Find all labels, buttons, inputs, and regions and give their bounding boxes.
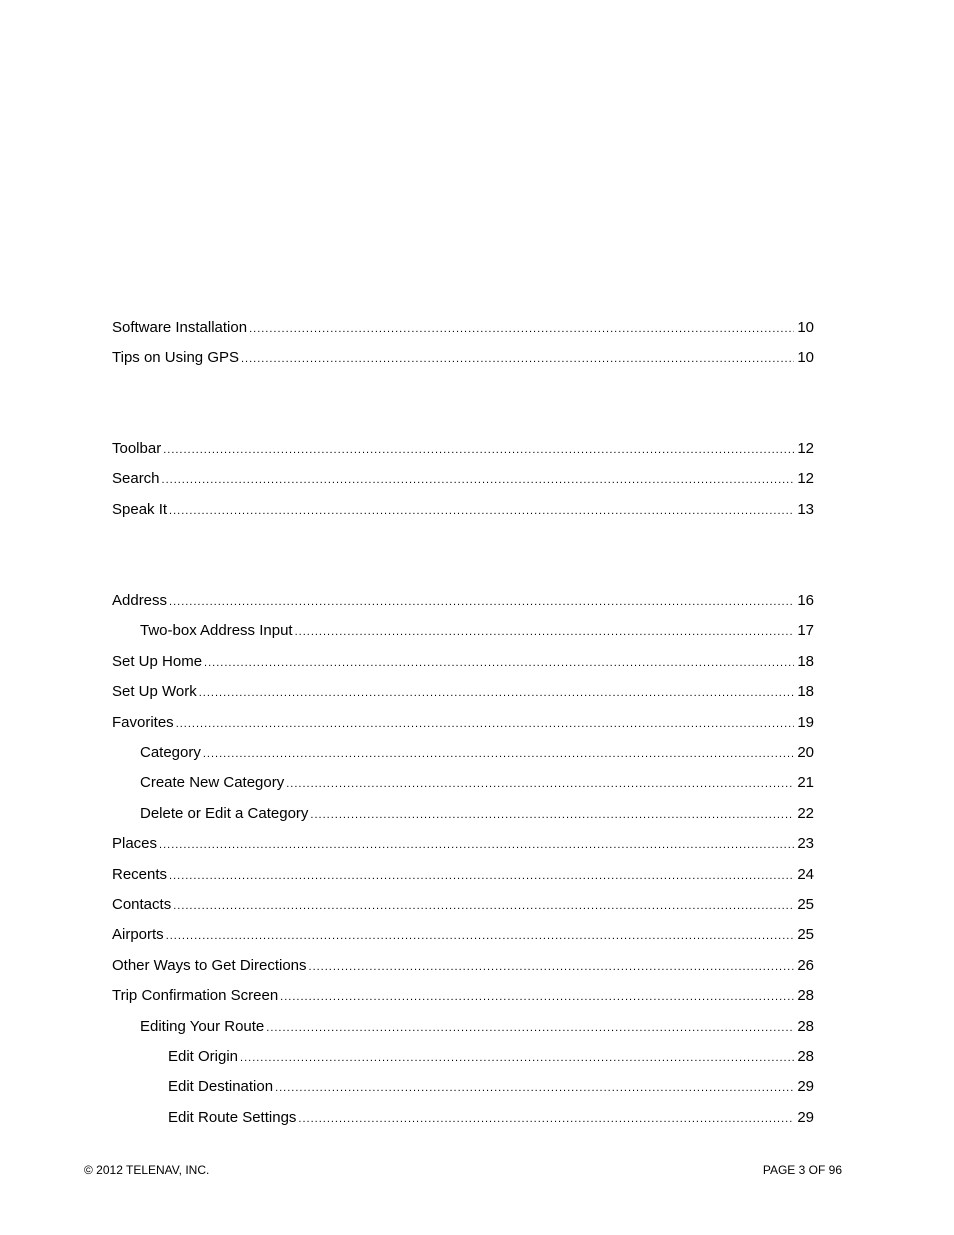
toc-entry-page: 19 (797, 714, 814, 731)
dot-leader (266, 1019, 794, 1036)
dot-leader (240, 1049, 794, 1066)
toc-entry[interactable] (112, 349, 814, 367)
toc-entry-page: 12 (797, 440, 814, 457)
toc-entry[interactable] (168, 1078, 814, 1096)
toc-entry-page: 16 (797, 592, 814, 609)
toc-entry-page: 28 (797, 1018, 814, 1035)
toc-entry[interactable] (112, 896, 814, 914)
toc-entry[interactable] (140, 805, 814, 823)
dot-leader (162, 471, 795, 488)
dot-leader (310, 806, 794, 823)
dot-leader (241, 350, 794, 367)
toc-entry-title: Favorites (112, 714, 174, 731)
toc-entry-title: Speak It (112, 501, 168, 518)
toc-entry-page: 29 (797, 1109, 814, 1126)
dot-leader (286, 775, 794, 792)
toc-entry-page: 20 (797, 744, 814, 761)
toc-entry-title: Software Installation (112, 319, 248, 336)
dot-leader (166, 927, 795, 944)
dot-leader (169, 867, 794, 884)
toc-entry[interactable] (140, 622, 814, 640)
dot-leader (275, 1079, 794, 1096)
toc-entry-page: 25 (797, 926, 814, 943)
toc-entry[interactable] (112, 987, 814, 1005)
toc-entry-title: Contacts (112, 896, 172, 913)
dot-leader (203, 745, 794, 762)
toc-entry-title: Edit Route Settings (168, 1109, 297, 1126)
dot-leader (163, 441, 794, 458)
toc-entry[interactable] (112, 866, 814, 884)
dot-leader (295, 623, 795, 640)
toc-entry-page: 22 (797, 805, 814, 822)
toc-entry-title: Two-box Address Input (140, 622, 293, 639)
toc-entry-page: 24 (797, 866, 814, 883)
toc-entry-page: 29 (797, 1078, 814, 1095)
footer-copyright: © 2012 TELENAV, INC. (84, 1163, 210, 1177)
toc-entry-page: 26 (797, 957, 814, 974)
toc-entry-page: 25 (797, 896, 814, 913)
toc-entry-title: Tips on Using GPS (112, 349, 239, 366)
toc-entry-page: 21 (797, 774, 814, 791)
dot-leader (169, 593, 794, 610)
dot-leader (249, 320, 794, 337)
toc-entry-title: Editing Your Route (140, 1018, 265, 1035)
dot-leader (204, 654, 794, 671)
toc-entry-page: 18 (797, 653, 814, 670)
toc-entry-title: Other Ways to Get Directions (112, 957, 307, 974)
toc-entry[interactable] (112, 683, 814, 701)
toc-entry-title: Category (140, 744, 201, 761)
toc-entry-title: Recents (112, 866, 168, 883)
toc-entry[interactable] (168, 1048, 814, 1066)
toc-entry[interactable] (140, 774, 814, 792)
toc-entry-title: Address (112, 592, 168, 609)
toc-entry-title: Search (112, 470, 160, 487)
toc-entry[interactable] (112, 957, 814, 975)
toc-entry-title: Airports (112, 926, 164, 943)
toc-entry-page: 10 (797, 319, 814, 336)
toc-entry-page: 12 (797, 470, 814, 487)
dot-leader (176, 715, 795, 732)
dot-leader (199, 684, 795, 701)
dot-leader (173, 897, 794, 914)
toc-entry-page: 10 (797, 349, 814, 366)
toc-entry[interactable] (112, 470, 814, 488)
toc-entry[interactable] (112, 835, 814, 853)
toc-entry-title: Create New Category (140, 774, 285, 791)
toc-entry[interactable] (112, 653, 814, 671)
dot-leader (159, 836, 794, 853)
toc-entry[interactable] (168, 1109, 814, 1127)
dot-leader (169, 502, 794, 519)
toc-entry-title: Set Up Work (112, 683, 197, 700)
toc-entry[interactable] (140, 1018, 814, 1036)
toc-entry-page: 17 (797, 622, 814, 639)
toc-entry-page: 23 (797, 835, 814, 852)
toc-entry-title: Places (112, 835, 158, 852)
toc-entry-page: 28 (797, 987, 814, 1004)
toc-entry-page: 13 (797, 501, 814, 518)
toc-entry[interactable] (112, 501, 814, 519)
toc-entry-title: Delete or Edit a Category (140, 805, 309, 822)
toc-entry-title: Edit Origin (168, 1048, 239, 1065)
toc-entry-title: Trip Confirmation Screen (112, 987, 279, 1004)
dot-leader (298, 1110, 794, 1127)
toc-entry[interactable] (140, 744, 814, 762)
toc-entry-title: Toolbar (112, 440, 162, 457)
toc-entry[interactable] (112, 440, 814, 458)
toc-entry[interactable] (112, 926, 814, 944)
toc-entry-page: 28 (797, 1048, 814, 1065)
dot-leader (309, 958, 795, 975)
footer-page-number: PAGE 3 OF 96 (762, 1163, 842, 1177)
toc-entry-title: Edit Destination (168, 1078, 274, 1095)
dot-leader (280, 988, 794, 1005)
toc-entry-page: 18 (797, 683, 814, 700)
toc-entry[interactable] (112, 592, 814, 610)
toc-entry-title: Set Up Home (112, 653, 203, 670)
toc-entry[interactable] (112, 319, 814, 337)
toc-entry[interactable] (112, 714, 814, 732)
